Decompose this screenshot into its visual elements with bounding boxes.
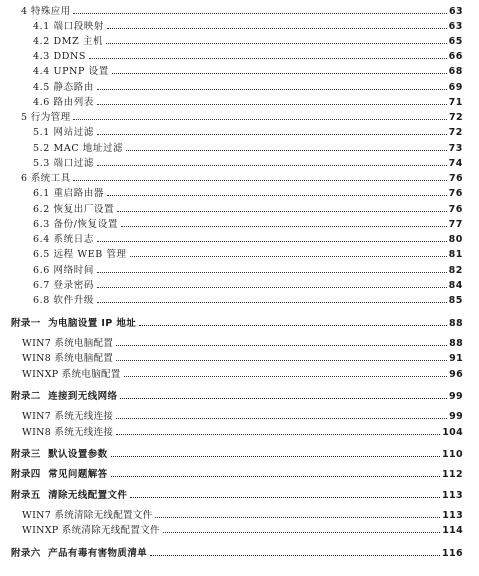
toc-entry-title: WIN7 系统电脑配置 xyxy=(22,338,114,349)
dot-leader xyxy=(116,360,447,361)
toc-entry-page: 99 xyxy=(449,411,463,422)
toc-entry[interactable] xyxy=(33,246,463,260)
toc-entry[interactable] xyxy=(22,350,463,364)
toc-entry[interactable] xyxy=(11,315,463,329)
toc-entry[interactable] xyxy=(21,3,463,17)
toc-entry-page: 85 xyxy=(448,295,463,306)
toc-entry-page: 80 xyxy=(448,234,463,245)
toc-entry-page: 69 xyxy=(448,82,463,93)
toc-entry[interactable] xyxy=(33,18,463,32)
dot-leader xyxy=(116,418,447,419)
toc-entry-page: 72 xyxy=(448,112,463,123)
dot-leader xyxy=(124,376,448,377)
toc-entry-page: 68 xyxy=(448,66,463,77)
toc-entry[interactable] xyxy=(22,424,463,438)
toc-entry[interactable] xyxy=(22,507,463,521)
toc-entry-title: 5 行为管理 xyxy=(21,112,71,123)
toc-entry[interactable] xyxy=(33,155,463,169)
toc-entry[interactable] xyxy=(33,262,463,276)
dot-leader xyxy=(116,434,440,435)
toc-entry-title: 6 系统工具 xyxy=(21,173,71,184)
dot-leader xyxy=(89,58,447,59)
dot-leader xyxy=(130,256,447,257)
dot-leader xyxy=(73,13,447,14)
toc-entry[interactable] xyxy=(11,466,463,480)
toc-entry[interactable] xyxy=(21,170,463,184)
toc-entry-title: 4.4 UPNP 设置 xyxy=(33,66,109,77)
toc-entry-title: 4.6 路由列表 xyxy=(33,97,94,108)
toc-entry[interactable] xyxy=(11,446,463,460)
toc-entry-page: 76 xyxy=(448,204,463,215)
toc-entry-page: 76 xyxy=(448,188,463,199)
dot-leader xyxy=(97,104,447,105)
toc-entry-page: 99 xyxy=(448,391,463,402)
toc-entry[interactable] xyxy=(33,63,463,77)
toc-entry-title: 附录二 连接到无线网络 xyxy=(11,391,118,402)
dot-leader xyxy=(97,241,447,242)
toc-entry-title: 附录五 清除无线配置文件 xyxy=(11,490,128,501)
toc-entry-title: WIN7 系统无线连接 xyxy=(22,411,114,422)
toc-entry-title: 附录一 为电脑设置 IP 地址 xyxy=(11,318,137,329)
toc-entry-title: 6.5 远程 WEB 管理 xyxy=(33,249,127,260)
toc-entry-page: 81 xyxy=(448,249,463,260)
toc-entry[interactable] xyxy=(22,335,463,349)
toc-entry[interactable] xyxy=(22,522,463,536)
toc-entry[interactable] xyxy=(11,487,463,501)
toc-entry-title: 4.1 端口段映射 xyxy=(33,21,105,32)
toc-entry[interactable] xyxy=(11,545,463,559)
toc-entry-page: 84 xyxy=(448,280,463,291)
toc-entry-title: 4.2 DMZ 主机 xyxy=(33,36,104,47)
toc-entry[interactable] xyxy=(33,33,463,47)
toc-entry-page: 96 xyxy=(449,369,463,380)
dot-leader xyxy=(107,195,447,196)
toc-entry-title: WINXP 系统电脑配置 xyxy=(22,369,121,380)
toc-entry-title: 附录三 默认设置参数 xyxy=(11,449,108,460)
dot-leader xyxy=(121,226,447,227)
toc-entry-page: 74 xyxy=(448,158,463,169)
toc-entry[interactable] xyxy=(33,231,463,245)
dot-leader xyxy=(73,180,447,181)
dot-leader xyxy=(150,555,440,556)
toc-entry-title: 6.7 登录密码 xyxy=(33,280,94,291)
dot-leader xyxy=(97,134,447,135)
toc-entry[interactable] xyxy=(33,216,463,230)
toc-entry-page: 71 xyxy=(448,97,463,108)
dot-leader xyxy=(139,325,447,326)
toc-entry[interactable] xyxy=(33,79,463,93)
dot-leader xyxy=(97,89,447,90)
toc-entry-page: 77 xyxy=(448,219,463,230)
toc-entry[interactable] xyxy=(33,94,463,108)
toc-entry[interactable] xyxy=(33,277,463,291)
toc-entry-title: 4 特殊应用 xyxy=(21,6,71,17)
toc-entry[interactable] xyxy=(11,388,463,402)
toc-entry-page: 104 xyxy=(442,427,463,438)
toc-entry-page: 63 xyxy=(448,21,463,32)
dot-leader xyxy=(106,43,446,44)
toc-entry[interactable] xyxy=(22,366,463,380)
toc-entry-page: 110 xyxy=(441,449,463,460)
toc-entry-title: 5.1 网站过滤 xyxy=(33,127,94,138)
toc-entry[interactable] xyxy=(33,48,463,62)
toc-entry-page: 73 xyxy=(448,143,463,154)
dot-leader xyxy=(97,302,447,303)
toc-entry-title: 5.2 MAC 地址过滤 xyxy=(33,143,124,154)
toc-entry-page: 82 xyxy=(448,265,463,276)
toc-entry-title: 5.3 端口过滤 xyxy=(33,158,94,169)
toc-entry-title: 6.6 网络时间 xyxy=(33,265,94,276)
toc-entry-page: 114 xyxy=(442,525,463,536)
toc-entry[interactable] xyxy=(21,109,463,123)
toc-entry-page: 91 xyxy=(449,353,463,364)
toc-entry-page: 66 xyxy=(448,51,463,62)
toc-entry[interactable] xyxy=(22,408,463,422)
toc-entry[interactable] xyxy=(33,201,463,215)
toc-entry-title: 4.3 DDNS xyxy=(33,51,86,62)
dot-leader xyxy=(111,456,440,457)
toc-entry-title: WIN8 系统电脑配置 xyxy=(22,353,114,364)
toc-entry[interactable] xyxy=(33,185,463,199)
dot-leader xyxy=(97,272,447,273)
toc-entry-title: 6.8 软件升级 xyxy=(33,295,94,306)
toc-entry-page: 65 xyxy=(448,36,463,47)
toc-entry-page: 113 xyxy=(442,510,463,521)
toc-entry[interactable] xyxy=(33,292,463,306)
dot-leader xyxy=(107,28,447,29)
dot-leader xyxy=(117,211,446,212)
toc-entry-page: 63 xyxy=(448,6,463,17)
dot-leader xyxy=(163,532,440,533)
dot-leader xyxy=(73,119,447,120)
dot-leader xyxy=(97,165,447,166)
toc-entry-page: 116 xyxy=(441,548,463,559)
toc-entry-title: 6.2 恢复出厂设置 xyxy=(33,204,115,215)
toc-entry[interactable] xyxy=(33,124,463,138)
dot-leader xyxy=(112,73,447,74)
toc-entry-title: 6.1 重启路由器 xyxy=(33,188,105,199)
toc-entry-title: 4.5 静态路由 xyxy=(33,82,94,93)
toc-entry-title: 6.3 备份/恢复设置 xyxy=(33,219,118,230)
toc-entry-page: 113 xyxy=(441,490,463,501)
toc-entry-title: WIN7 系统清除无线配置文件 xyxy=(22,510,153,521)
toc-entry[interactable] xyxy=(33,140,463,154)
toc-entry-title: WINXP 系统清除无线配置文件 xyxy=(22,525,160,536)
toc-entry-title: 附录六 产品有毒有害物质清单 xyxy=(11,548,148,559)
dot-leader xyxy=(120,398,447,399)
toc-entry-page: 88 xyxy=(449,338,463,349)
toc-entry-title: 6.4 系统日志 xyxy=(33,234,94,245)
dot-leader xyxy=(97,287,447,288)
dot-leader xyxy=(126,150,446,151)
dot-leader xyxy=(130,497,440,498)
dot-leader xyxy=(116,345,447,346)
toc-entry-page: 112 xyxy=(441,469,463,480)
toc-entry-page: 76 xyxy=(448,173,463,184)
toc-entry-title: WIN8 系统无线连接 xyxy=(22,427,114,438)
toc-entry-page: 88 xyxy=(448,318,463,329)
toc-entry-page: 72 xyxy=(448,127,463,138)
toc-entry-title: 附录四 常见问题解答 xyxy=(11,469,108,480)
dot-leader xyxy=(155,517,440,518)
dot-leader xyxy=(111,476,440,477)
